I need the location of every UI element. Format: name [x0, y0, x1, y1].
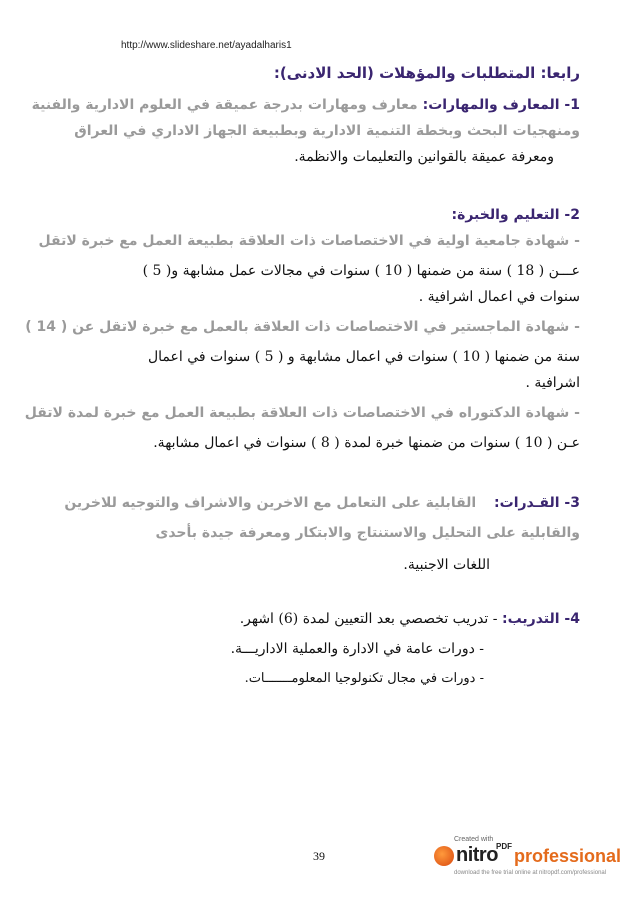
section4-line2: - دورات عامة في الادارة والعملية الاداريـــة.	[230, 641, 484, 657]
section1-line2: ومنهجيات البحث وبخطة التنمية الادارية وبطبيعة الجهاز الاداري في العراق	[74, 123, 580, 139]
page-number: 39	[313, 849, 325, 863]
section2-item1-line2: عـــن ( 18 ) سنة من ضمنها ( 10 ) سنوات في مجالات عمل مشابهة و( 5 )	[142, 263, 580, 279]
section-training	[82, 606, 580, 692]
document-body	[24, 64, 580, 692]
section-heading: رابعا: المتطلبات والمؤهلات (الحد الادنى):	[273, 64, 580, 82]
section1-line1-text: معارف ومهارات بدرجة عميقة في العلوم الادارية والفنية	[31, 97, 423, 113]
section3-line3: اللغات الاجنبية.	[403, 557, 490, 573]
section-knowledge-skills	[31, 92, 580, 170]
section4-line1	[82, 606, 580, 632]
badge-tagline: download the free trial online at nitropdf.com/professional	[454, 870, 607, 876]
section2-item1-line3: سنوات في اعمال اشرافية .	[418, 289, 580, 305]
badge-professional: professional	[514, 846, 622, 866]
section3-line2: والقابلية على التحليل والاستنتاج والابتكار ومعرفة جيدة بأحدى	[155, 525, 580, 541]
section2-item2-line3: اشرافية .	[525, 375, 580, 391]
section2-item2-line2: سنة من ضمنها ( 10 ) سنوات في اعمال مشابهة و ( 5 ) سنوات في اعمال	[147, 349, 580, 365]
section3-title: 3- القـدرات:	[494, 495, 580, 511]
section1-line1	[31, 92, 580, 118]
section2-item1-line1: - شهادة جامعية اولية في الاختصاصات ذات العلاقة بطبيعة العمل مع خبرة لاتقل	[38, 233, 580, 249]
nitro-pdf-badge	[430, 834, 620, 886]
badge-created-with: Created with	[454, 836, 494, 843]
section3-line1	[64, 490, 580, 516]
section-education-experience	[24, 202, 580, 456]
section3-line1-text: القابلية على التعامل مع الاخرين والاشراف والتوجيه للاخرين	[64, 495, 477, 511]
badge-pdf: PDF	[496, 842, 512, 851]
section2-title: 2- التعليم والخبرة:	[451, 207, 580, 223]
section1-title: 1- المعارف والمهارات:	[422, 97, 580, 113]
source-url[interactable]: http://www.slideshare.net/ayadalharis1	[121, 40, 292, 51]
section4-line1-text: - تدريب تخصصي بعد التعيين لمدة (6) اشهر.	[239, 611, 502, 627]
section4-title: 4- التدريب:	[501, 611, 580, 627]
section1-line3: ومعرفة عميقة بالقوانين والتعليمات والانظمة.	[294, 149, 554, 165]
section2-item2-line1: - شهادة الماجستير في الاختصاصات ذات العلاقة بالعمل مع خبرة لاتقل عن ( 14 )	[25, 319, 580, 335]
section4-line3: - دورات في مجال تكنولوجيا المعلومـــــــات.	[244, 671, 484, 686]
badge-brand: nitro	[456, 844, 498, 866]
nitro-logo-icon	[434, 846, 454, 866]
section2-item3-line1: - شهادة الدكتوراه في الاختصاصات ذات العلاقة بطبيعة العمل مع خبرة لمدة لاتقل	[24, 405, 580, 421]
section-abilities	[64, 490, 580, 578]
section2-item3-line2: عـن ( 10 ) سنوات من ضمنها خبرة لمدة ( 8 ) سنوات في اعمال مشابهة.	[153, 435, 580, 451]
